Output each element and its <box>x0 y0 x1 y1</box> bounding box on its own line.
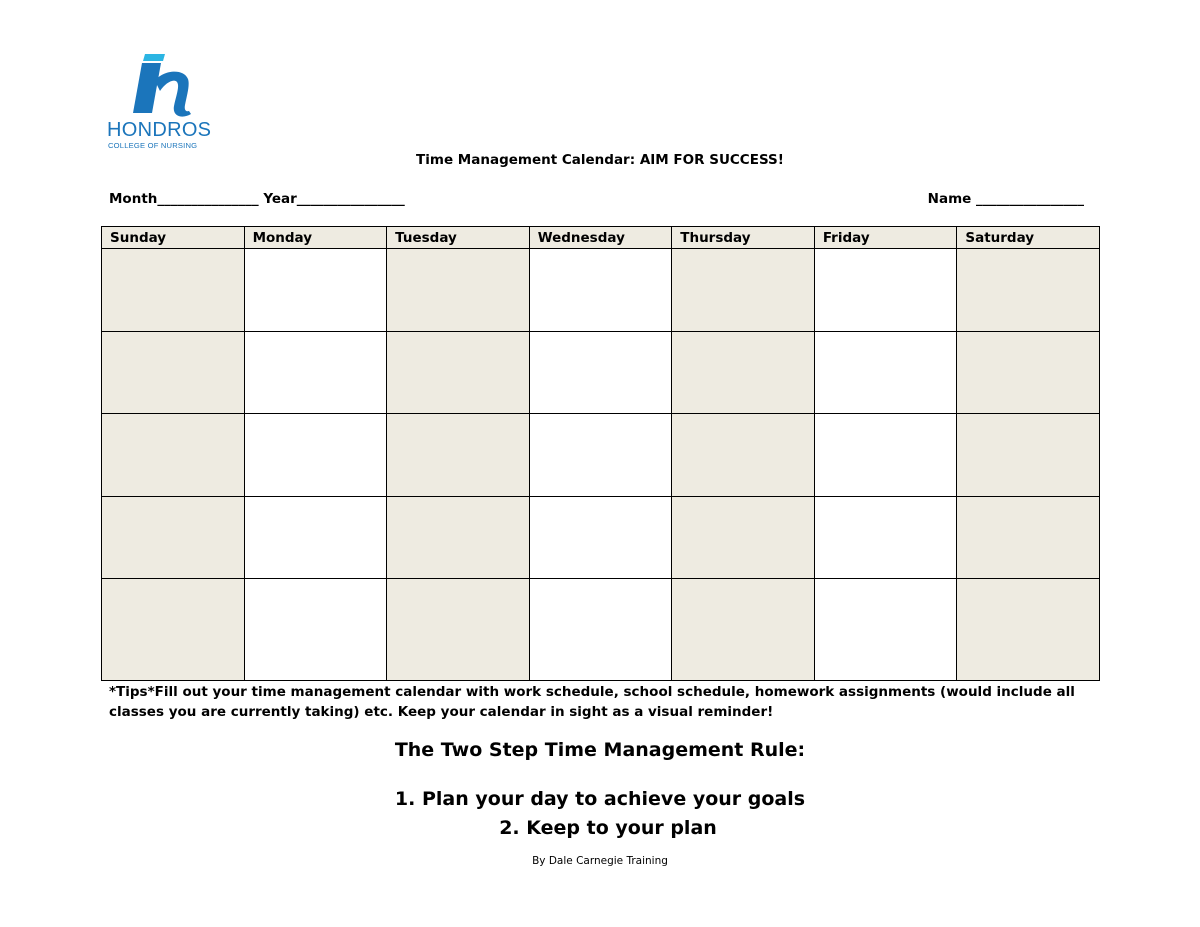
calendar-header-row <box>102 227 1100 249</box>
day-cell-wednesday[interactable] <box>529 414 672 497</box>
day-cell-thursday[interactable] <box>672 496 815 579</box>
day-cell-monday[interactable] <box>244 496 387 579</box>
day-header-thursday: Thursday <box>672 227 815 249</box>
day-cell-sunday[interactable] <box>102 249 245 332</box>
day-cell-friday[interactable] <box>814 249 957 332</box>
calendar-body <box>102 249 1100 681</box>
day-cell-wednesday[interactable] <box>529 496 672 579</box>
day-cell-tuesday[interactable] <box>387 331 530 414</box>
day-cell-wednesday[interactable] <box>529 579 672 681</box>
day-cell-friday[interactable] <box>814 579 957 681</box>
hondros-h-icon <box>133 53 193 117</box>
day-header-friday: Friday <box>814 227 957 249</box>
calendar-week-row <box>102 331 1100 414</box>
rule-step-2-text: Keep to your plan <box>526 817 717 839</box>
day-cell-saturday[interactable] <box>957 249 1100 332</box>
calendar-week-row <box>102 414 1100 497</box>
logo-subtitle: COLLEGE OF NURSING <box>108 141 198 150</box>
day-header-sunday: Sunday <box>102 227 245 249</box>
day-cell-tuesday[interactable] <box>387 579 530 681</box>
calendar-week-row <box>102 249 1100 332</box>
day-cell-thursday[interactable] <box>672 414 815 497</box>
day-cell-sunday[interactable] <box>102 414 245 497</box>
rule-step-1-text: Plan your day to achieve your goals <box>421 788 806 810</box>
name-field[interactable]: Name ________________ <box>927 191 1084 207</box>
tips-text: *Tips*Fill out your time management calendar with work schedule, school schedule, homework assignments (would include all classes you are currently taking) etc. Keep your calendar in sight as a visual reminder! <box>109 684 1075 720</box>
day-cell-thursday[interactable] <box>672 249 815 332</box>
day-cell-monday[interactable] <box>244 331 387 414</box>
logo-name: HONDROS <box>107 119 212 141</box>
day-cell-sunday[interactable] <box>102 496 245 579</box>
day-cell-wednesday[interactable] <box>529 331 672 414</box>
day-cell-monday[interactable] <box>244 249 387 332</box>
day-header-saturday: Saturday <box>957 227 1100 249</box>
page-title: Time Management Calendar: AIM FOR SUCCESS! <box>416 152 784 168</box>
day-cell-monday[interactable] <box>244 579 387 681</box>
calendar-week-row <box>102 579 1100 681</box>
day-cell-saturday[interactable] <box>957 496 1100 579</box>
day-cell-tuesday[interactable] <box>387 496 530 579</box>
day-cell-monday[interactable] <box>244 414 387 497</box>
rule-step-1: 1. Plan your day to achieve your goals <box>394 788 806 810</box>
calendar-grid <box>101 226 1100 681</box>
day-cell-saturday[interactable] <box>957 414 1100 497</box>
month-year-field[interactable]: Month_______________ Year________________ <box>109 191 405 207</box>
byline: By Dale Carnegie Training <box>532 855 668 867</box>
day-cell-friday[interactable] <box>814 414 957 497</box>
day-header-wednesday: Wednesday <box>529 227 672 249</box>
day-cell-wednesday[interactable] <box>529 249 672 332</box>
day-header-tuesday: Tuesday <box>387 227 530 249</box>
day-cell-friday[interactable] <box>814 331 957 414</box>
day-cell-saturday[interactable] <box>957 579 1100 681</box>
day-cell-sunday[interactable] <box>102 579 245 681</box>
hondros-logo <box>107 53 227 153</box>
day-cell-thursday[interactable] <box>672 331 815 414</box>
day-cell-thursday[interactable] <box>672 579 815 681</box>
calendar-week-row <box>102 496 1100 579</box>
day-cell-sunday[interactable] <box>102 331 245 414</box>
rule-title: The Two Step Time Management Rule: <box>394 739 806 761</box>
rule-step-2: 2. Keep to your plan <box>499 817 717 839</box>
day-cell-tuesday[interactable] <box>387 249 530 332</box>
day-cell-friday[interactable] <box>814 496 957 579</box>
day-header-monday: Monday <box>244 227 387 249</box>
day-cell-saturday[interactable] <box>957 331 1100 414</box>
day-cell-tuesday[interactable] <box>387 414 530 497</box>
rule-steps <box>0 785 1200 843</box>
